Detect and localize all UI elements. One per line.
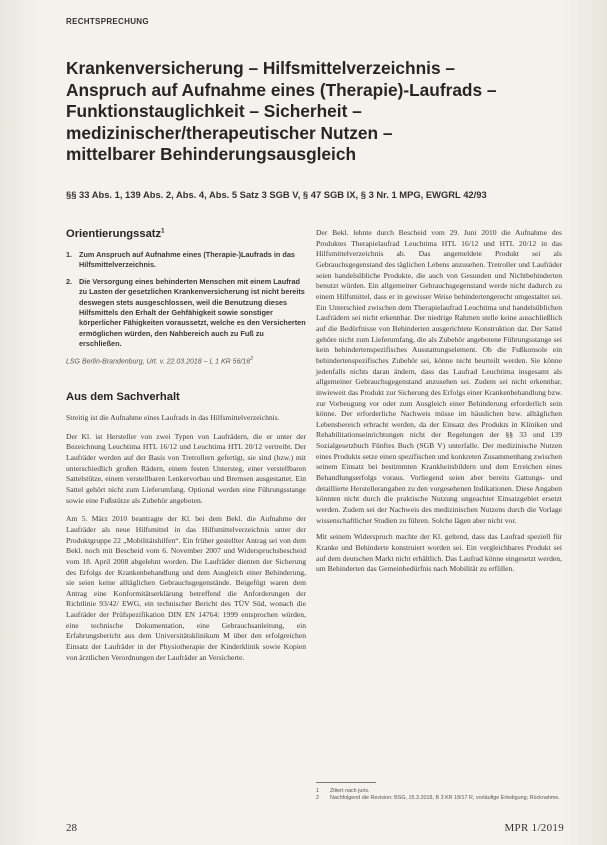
- norm-references: §§ 33 Abs. 1, 139 Abs. 2, Abs. 4, Abs. 5 Satz 3 SGB V, § 47 SGB IX, § 3 Nr. 1 MPG, EWGRL 42/93: [66, 189, 487, 200]
- footnote-ref: 1: [161, 228, 165, 235]
- orientation-item: [66, 250, 306, 271]
- title-line: Krankenversicherung – Hilfsmittelverzeichnis –: [66, 58, 455, 78]
- footnote-number: 1: [316, 788, 319, 794]
- item-number: 2.: [66, 276, 73, 286]
- section-rubric: RECHTSPRECHUNG: [66, 17, 149, 26]
- facts-paragraph: Der Kl. ist Hersteller von zwei Typen von Laufrädern, die er unter der Bezeichnung Leuchtima HTL 16/12 und Leuchtima HTL 20/12 vertreibt. Der Laufräder werden auf der Basis von Tretrollern gefertigt, sie sind (bzw.) mit unterschiedlich großen Rädern, einem festen Untersteg, einer verstellbaren Sattelstütze, einem verstellbaren Lenkervorbau und Bremsen ausgestattet. Ein Sattel gehört nicht zum Lieferumfang. Optional werden eine Führungsstange sowie eine Fußstütze als Zubehör angeboten.: [66, 431, 306, 505]
- footnote-ref: 2: [250, 355, 253, 362]
- body-paragraph: Der Bekl. lehnte durch Bescheid vom 29. Juni 2010 die Aufnahme des Produktes Therapielaufrad Leuchtima HTL 16/12 und HTL 20/12 in das Hilfsmittelverzeichnis ab. Das angemeldete Produkt sei als Gebrauchsgegenstand des täglichen Lebens anzusehen. Tretroller und Laufräder seien handelsübliche Produkte, die auch von Gesunden und Nichtbehinderten benutzt würden. Ein allgemeiner Gebrauchsgegenstand werde nicht dadurch zu einem Hilfsmittel, dass er in gewisser Weise behindertengerecht umgestaltet sei. Ein Unterschied zwischen dem Therapielaufrad Leuchtima und handelsüblichen Laufrädern sei nicht erkennbar. Der niedrige Rahmen stelle keine ausschließlich auf die Bedürfnisse von Behinderten ausgerichtete Konstruktion dar. Der Sattel gehöre nicht zum Lieferumfang, die als Zubehör angebotene Führungsstange sei kein behindertenspezifisches Ausstattungselement. Ob die Fußkonsole ein behindertenspezifisches Zubehör sei, könne nicht beurteilt werden. Sie könne jedenfalls nichts daran ändern, dass das Laufrad Leuchtima insgesamt als allgemeiner Gebrauchsgegenstand anzusehen sei. Zudem sei nicht erkennbar, inwieweit das Produkt zur Sicherung des Erfolgs einer Krankenbehandlung bzw. zur Vorbeugung vor oder zum Ausgleich einer Behinderung erforderlich sein könne. Der erforderliche Nachweis müsse im häuslichen bzw. alltäglichen Lebensbereich erbracht werden, da der Einsatz des Produkts in Kliniken und Rehabilitationseinrichtungen nicht der Regelungen der §§ 33 und 139 Sozialgesetzbuch Fünftes Buch (SGB V) unterfalle. Der medizinische Nutzen eines Produkts setze einen spezifischen und konkreten Zusammenhang zwischen seinem Einsatz bei bestimmten Krankheitsbildern und dem Erreichen eines Behandlungserfolgs voraus. Vorliegend seien aber bereits Gattungs- und detaillierte Herstellerangaben zu den vorgesehenen Indikationen. Diese Angaben könnten nicht durch die praktische Nutzung ungeachtet Einsatzgebiet ersetzt werden. Zudem sei der Nachweis des medizinischen Nutzens durch die Vorlage wissenschaftlicher Studien zu führen. Solche lägen aber nicht vor.: [316, 228, 562, 525]
- footnote-number: 2: [316, 795, 319, 802]
- item-text: Zum Anspruch auf Aufnahme eines (Therapie-)Laufrads in das Hilfsmittelverzeichnis.: [79, 250, 295, 270]
- right-column: [316, 228, 562, 581]
- footnote-text: Nachfolgend die Revision: BSG, 15.3.2018, B 3 KR 18/17 R, vorläufige Erledigung; Rücknahme.: [330, 795, 560, 802]
- orientation-list: [66, 250, 306, 350]
- title-line: Anspruch auf Aufnahme eines (Therapie)-Laufrads –: [66, 79, 497, 100]
- title-line: mittelbarer Behinderungsausgleich: [66, 144, 357, 165]
- footnote: [316, 788, 562, 795]
- footnote: [316, 795, 562, 802]
- facts-paragraph: Am 5. März 2010 beantragte der Kl. bei dem Bekl. die Aufnahme der Laufräder als neue Hilfsmittel in das Hilfsmittelverzeichnis unter der Produktgruppe 22 „Mobilitätshilfen“. Ein früher gestellter Antrag sei von dem Bekl. noch mit Bescheid vom 6. November 2007 und Widerspruchsbescheid vom 18. April 2008 abgelehnt worden. Die Laufräder dienten der Sicherung des Erfolgs der Krankenbehandlung und dem Ausgleich einer Behinderung, sie seien keine alltäglichen Gebrauchsgegenstände. Beigefügt waren dem Antrag eine Konformitätserklärung betreffend die Anforderungen der Richtlinie 93/42/ EWG, ein technischer Bericht des TÜV Süd, wonach die Laufräder der Prüfspezifikation DIN EN 14764: 1999 entsprochen würden, eine technische Dokumentation, eine Gebrauchsanleitung, ein Erfahrungsbericht aus dem Universitätsklinikum M über den erfolgreichen Einsatz der Laufräder in der Physiotherapie der Kinderklinik sowie Kopien von ärztlichen Verordnungen der Laufräder an Versicherte.: [66, 514, 306, 662]
- court-source: LSG Berlin-Brandenburg, Urt. v. 22.03.2018 – L 1 KR $56/16^2$: [66, 355, 253, 365]
- body-paragraph: Mit seinem Widerspruch machte der Kl. geltend, dass das Laufrad speziell für Kranke und Behinderte konstruiert worden sei. Ein vergleichbares Produkt sei auf dem deutschen Markt nicht erhältlich. Das Laufrad könne eingesetzt werden, um Behinderten das Gemeinbedürfnis nach Mobilität zu erfüllen.: [316, 532, 562, 574]
- title-line: medizinischer/therapeutischer Nutzen –: [66, 122, 393, 143]
- item-text: Die Versorgung eines behinderten Menschen mit einem Laufrad zu Lasten der gesetzlichen Krankenversicherung ist nicht bereits deswegen stets ausgeschlossen, weil die Benutzung dieses Hilfsmittels den Erhalt der Gehfähigkeit sowie sonstiger körperlicher Fähigkeiten voraussetzt, welche es den Versicherten ermöglichen würden, den Nahbereich auch zu Fuß zu erschließen.: [79, 276, 306, 349]
- orientation-item: [66, 277, 306, 350]
- article-title: [66, 58, 566, 166]
- facts-heading: Aus dem Sachverhalt: [66, 390, 180, 403]
- footnote-text: Zitiert nach juris.: [330, 788, 370, 794]
- journal-issue: MPR 1/2019: [504, 822, 564, 834]
- left-column: [66, 228, 306, 671]
- page-number: 28: [66, 822, 77, 834]
- orientation-heading: Orientierungssatz$^1$: [66, 228, 165, 240]
- footnote-divider: [316, 782, 376, 783]
- title-line: Funktionstauglichkeit – Sicherheit –: [66, 101, 362, 122]
- footnotes: [316, 788, 562, 802]
- facts-paragraph: Streitig ist die Aufnahme eines Laufrads in das Hilfsmittelverzeichnis.: [66, 412, 280, 422]
- item-number: 1.: [66, 250, 73, 259]
